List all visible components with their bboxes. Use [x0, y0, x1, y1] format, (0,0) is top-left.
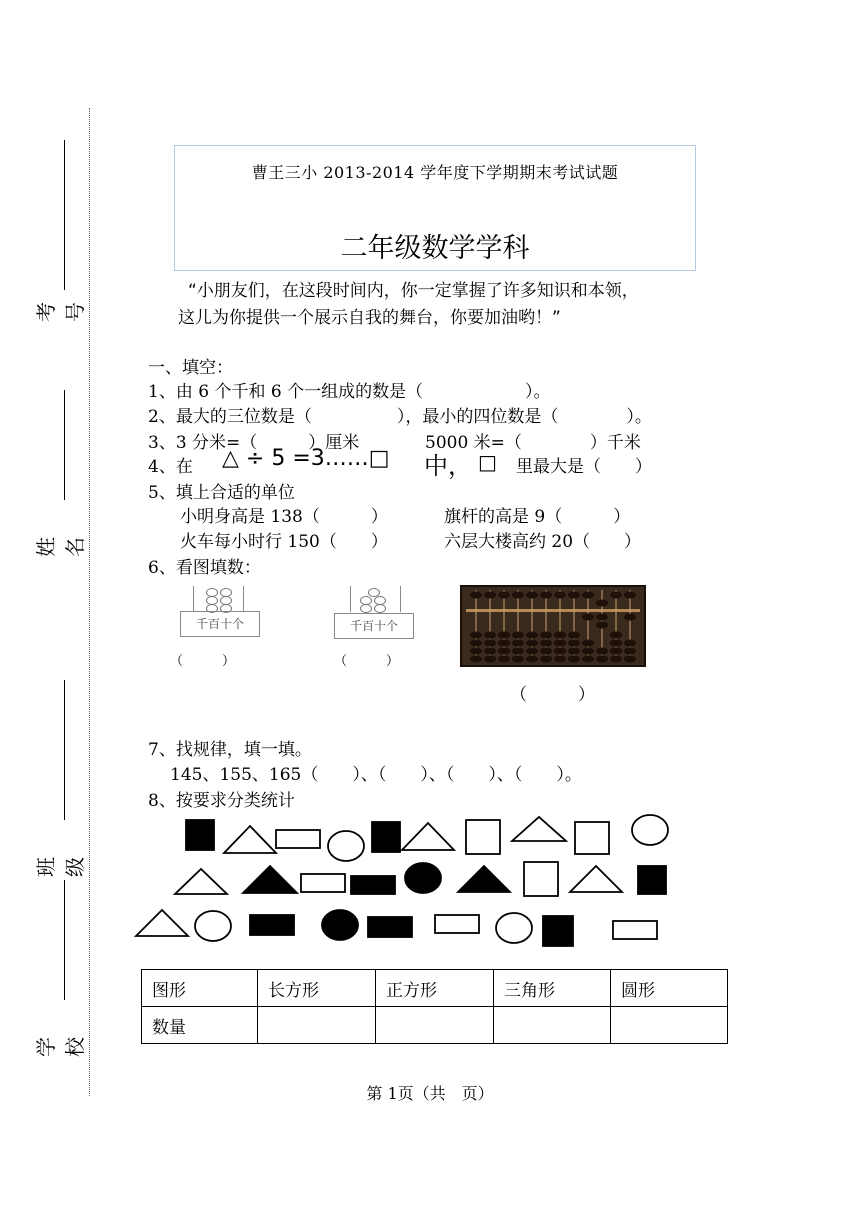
outline-circle [632, 815, 668, 845]
answer-paren-1: （ ） [170, 654, 236, 669]
filled-circle [405, 863, 441, 893]
statistics-table [141, 969, 728, 1044]
question-4-box: □ [478, 450, 497, 474]
outline-triangle [175, 869, 227, 894]
outline-rectangle [613, 921, 657, 939]
table-cell: 三角形 [494, 970, 611, 1007]
table-cell: 图形 [142, 970, 258, 1007]
outline-rectangle [276, 830, 320, 848]
question-8: 8、按要求分类统计 [148, 791, 295, 811]
question-7-sequence: 145、155、165（ ）、（ ）、（ ）、（ ）。 [170, 765, 582, 785]
subject-title: 二年级数学学科 [340, 233, 530, 264]
table-cell-answer[interactable] [494, 1007, 611, 1044]
table-row [142, 1007, 728, 1044]
outline-rectangle [435, 915, 479, 933]
answer-paren-2: （ ） [334, 654, 400, 669]
table-cell-answer[interactable] [611, 1007, 728, 1044]
question-5: 5、填上合适的单位 [148, 483, 295, 503]
table-row [142, 970, 728, 1007]
question-2: 2、最大的三位数是（ ），最小的四位数是（ ）。 [148, 407, 652, 427]
exam-no-label: 考号 [34, 302, 87, 322]
outline-circle [328, 831, 364, 861]
question-4-suffix: 里最大是（ ） [516, 457, 652, 477]
answer-paren-3: （ ） [510, 685, 595, 705]
table-cell: 圆形 [611, 970, 728, 1007]
name-label: 姓名 [34, 537, 87, 557]
filled-square [543, 916, 573, 946]
question-7: 7、找规律，填一填。 [148, 740, 312, 760]
question-5d: 六层大楼高约 20（ ） [444, 532, 642, 552]
question-5b: 旗杆的高是 9（ ） [444, 507, 631, 527]
page-footer: 第 1页（共 页） [366, 1084, 494, 1103]
outline-triangle [402, 823, 454, 850]
filled-rectangle [351, 876, 395, 894]
intro-line-2: 这儿为你提供一个展示自我的舞台，你要加油哟！” [178, 308, 561, 328]
outline-triangle [136, 910, 188, 936]
filled-square [372, 822, 400, 852]
filled-triangle [243, 866, 297, 893]
question-5c: 火车每小时行 150（ ） [180, 532, 388, 552]
table-cell-answer[interactable] [258, 1007, 376, 1044]
outline-triangle [224, 826, 276, 853]
outline-square [524, 862, 558, 896]
table-cell-answer[interactable] [376, 1007, 494, 1044]
outline-rectangle [301, 874, 345, 892]
intro-line-1: “小朋友们，在这段时间内，你一定掌握了许多知识和本领， [188, 281, 639, 301]
outline-circle [496, 913, 532, 943]
school-title: 曹王三小 2013-2014 学年度下学期期末考试试题 [251, 163, 619, 182]
filled-triangle [458, 866, 510, 892]
question-4-mid: 中， [424, 452, 472, 480]
outline-triangle [570, 866, 622, 892]
question-4-prefix: 4、在 [148, 457, 193, 477]
filled-square [638, 866, 666, 894]
school-label: 学校 [34, 1037, 87, 1057]
outline-square [466, 820, 500, 854]
question-4-expression: △ ÷ 5 =3……□ [222, 446, 390, 471]
table-cell: 正方形 [376, 970, 494, 1007]
question-3b: 5000 米=（ ）千米 [425, 433, 641, 453]
question-6: 6、看图填数： [148, 558, 261, 578]
outline-circle [195, 911, 231, 941]
class-label: 班级 [34, 857, 87, 877]
outline-square [575, 822, 609, 854]
table-cell: 数量 [142, 1007, 258, 1044]
filled-circle [322, 910, 358, 940]
section-heading: 一、填空： [148, 358, 233, 378]
filled-square [186, 820, 214, 850]
question-5a: 小明身高是 138（ ） [180, 507, 388, 527]
outline-triangle [512, 817, 566, 841]
question-3a: 3、3 分米=（ ）厘米 [148, 433, 360, 453]
question-1: 1、由 6 个千和 6 个一组成的数是（ ）。 [148, 382, 551, 402]
filled-rectangle [250, 915, 294, 935]
table-cell: 长方形 [258, 970, 376, 1007]
filled-rectangle [368, 917, 412, 937]
